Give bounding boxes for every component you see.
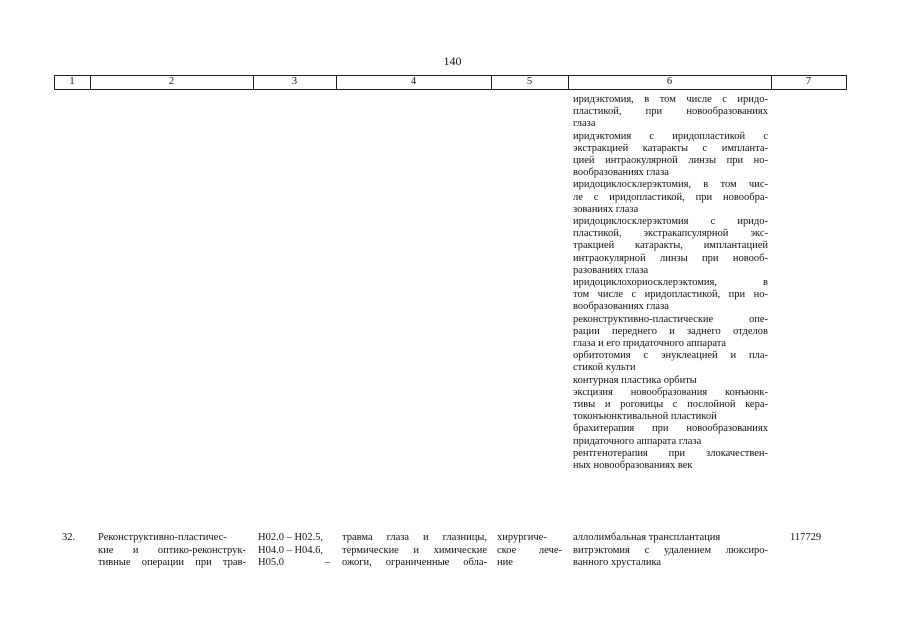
text-line: рации переднего и заднего отделов — [573, 325, 768, 337]
text-line: иридоциклосклерэктомия, в том чис- — [573, 179, 768, 191]
text-line: эксцизия новообразования конъюнк- — [573, 386, 768, 398]
text-line: цией интраокулярной линзы при но- — [573, 155, 768, 167]
row-procedure-name — [98, 532, 246, 570]
text-line: травма глаза и глазницы, — [342, 532, 487, 543]
row-methods — [573, 532, 768, 570]
text-line: контурная пластика орбиты — [573, 374, 697, 386]
header-col-6: 6 — [666, 76, 673, 87]
text-line: глаза и его придаточного аппарата — [573, 338, 727, 350]
text-line: тивные операции при трав- — [98, 557, 246, 568]
text-line: ле с иридопластикой, при новообра- — [573, 191, 768, 203]
row-cost: 117729 — [790, 532, 822, 543]
text-line: ожоги, ограниченные обла- — [342, 557, 487, 568]
text-line: H04.0 – H04.6, — [258, 544, 324, 556]
text-line: Реконструктивно-пластичес- — [98, 532, 227, 543]
row-treatment-type — [497, 532, 562, 570]
text-line: иридоциклохориосклерэктомия, в — [573, 277, 768, 289]
text-line: придаточного аппарата глаза — [573, 435, 702, 447]
text-line: ванного хрусталика — [573, 557, 662, 568]
header-col-4: 4 — [410, 76, 417, 87]
text-line: вообразованиях глаза — [573, 167, 669, 179]
text-line: пластикой, экстракапсулярной экс- — [573, 228, 768, 240]
text-line: тивы и роговицы с послойной кера- — [573, 399, 768, 411]
text-line: разованиях глаза — [573, 264, 649, 276]
text-line: ние — [497, 557, 513, 568]
text-line: иридэктомия, в том числе с иридо- — [573, 94, 768, 105]
text-line: экстракцией катаракты с импланта- — [573, 142, 768, 154]
text-line: H05.0 – — [258, 557, 330, 568]
row-number: 32. — [62, 532, 76, 543]
text-line: реконструктивно-пластические опе- — [573, 313, 768, 325]
text-line: интраокулярной линзы при новооб- — [573, 252, 768, 264]
text-line: термические и химические — [342, 544, 487, 556]
text-line: брахитерапия при новообразованиях — [573, 423, 768, 435]
text-line: вообразованиях глаза — [573, 301, 669, 313]
header-col-5: 5 — [526, 76, 533, 87]
text-line: рентгенотерапия при злокачествен- — [573, 447, 768, 459]
text-line: орбитотомия с энуклеацией и пла- — [573, 350, 768, 362]
header-col-3: 3 — [291, 76, 298, 87]
text-line: хирургиче- — [497, 532, 547, 543]
text-line: H02.0 – H02.5, — [258, 532, 324, 543]
text-line: витрэктомия с удалением люксиро- — [573, 544, 768, 556]
header-bottom-rule — [54, 89, 847, 90]
page-number: 140 — [443, 54, 462, 68]
header-col-1: 1 — [69, 76, 75, 87]
text-line: иридоциклосклерэктомия с иридо- — [573, 216, 768, 228]
text-line: зованиях глаза — [573, 203, 639, 215]
text-line: стикой культи — [573, 362, 636, 374]
header-col-7: 7 — [805, 76, 812, 87]
text-line: токонъюнктивальной пластикой — [573, 411, 717, 423]
row-diagnosis — [342, 532, 487, 570]
text-line: аллолимбальная трансплантация — [573, 532, 721, 543]
row-icd-codes — [258, 532, 330, 570]
text-line: глаза — [573, 118, 596, 130]
text-line: пластикой, при новообразованиях — [573, 106, 768, 118]
header-divider — [846, 75, 847, 89]
text-line: ных новообразованиях век — [573, 460, 693, 472]
text-line: ское лече- — [497, 544, 562, 556]
header-col-2: 2 — [168, 76, 175, 87]
text-line: кие и оптико-реконструк- — [98, 544, 246, 556]
text-line: том числе с иридопластикой, при но- — [573, 289, 768, 301]
text-line: тракцией катаракты, имплантацией — [573, 240, 768, 252]
text-line: иридэктомия с иридопластикой с — [573, 130, 768, 142]
continued-methods-cell — [573, 94, 768, 472]
